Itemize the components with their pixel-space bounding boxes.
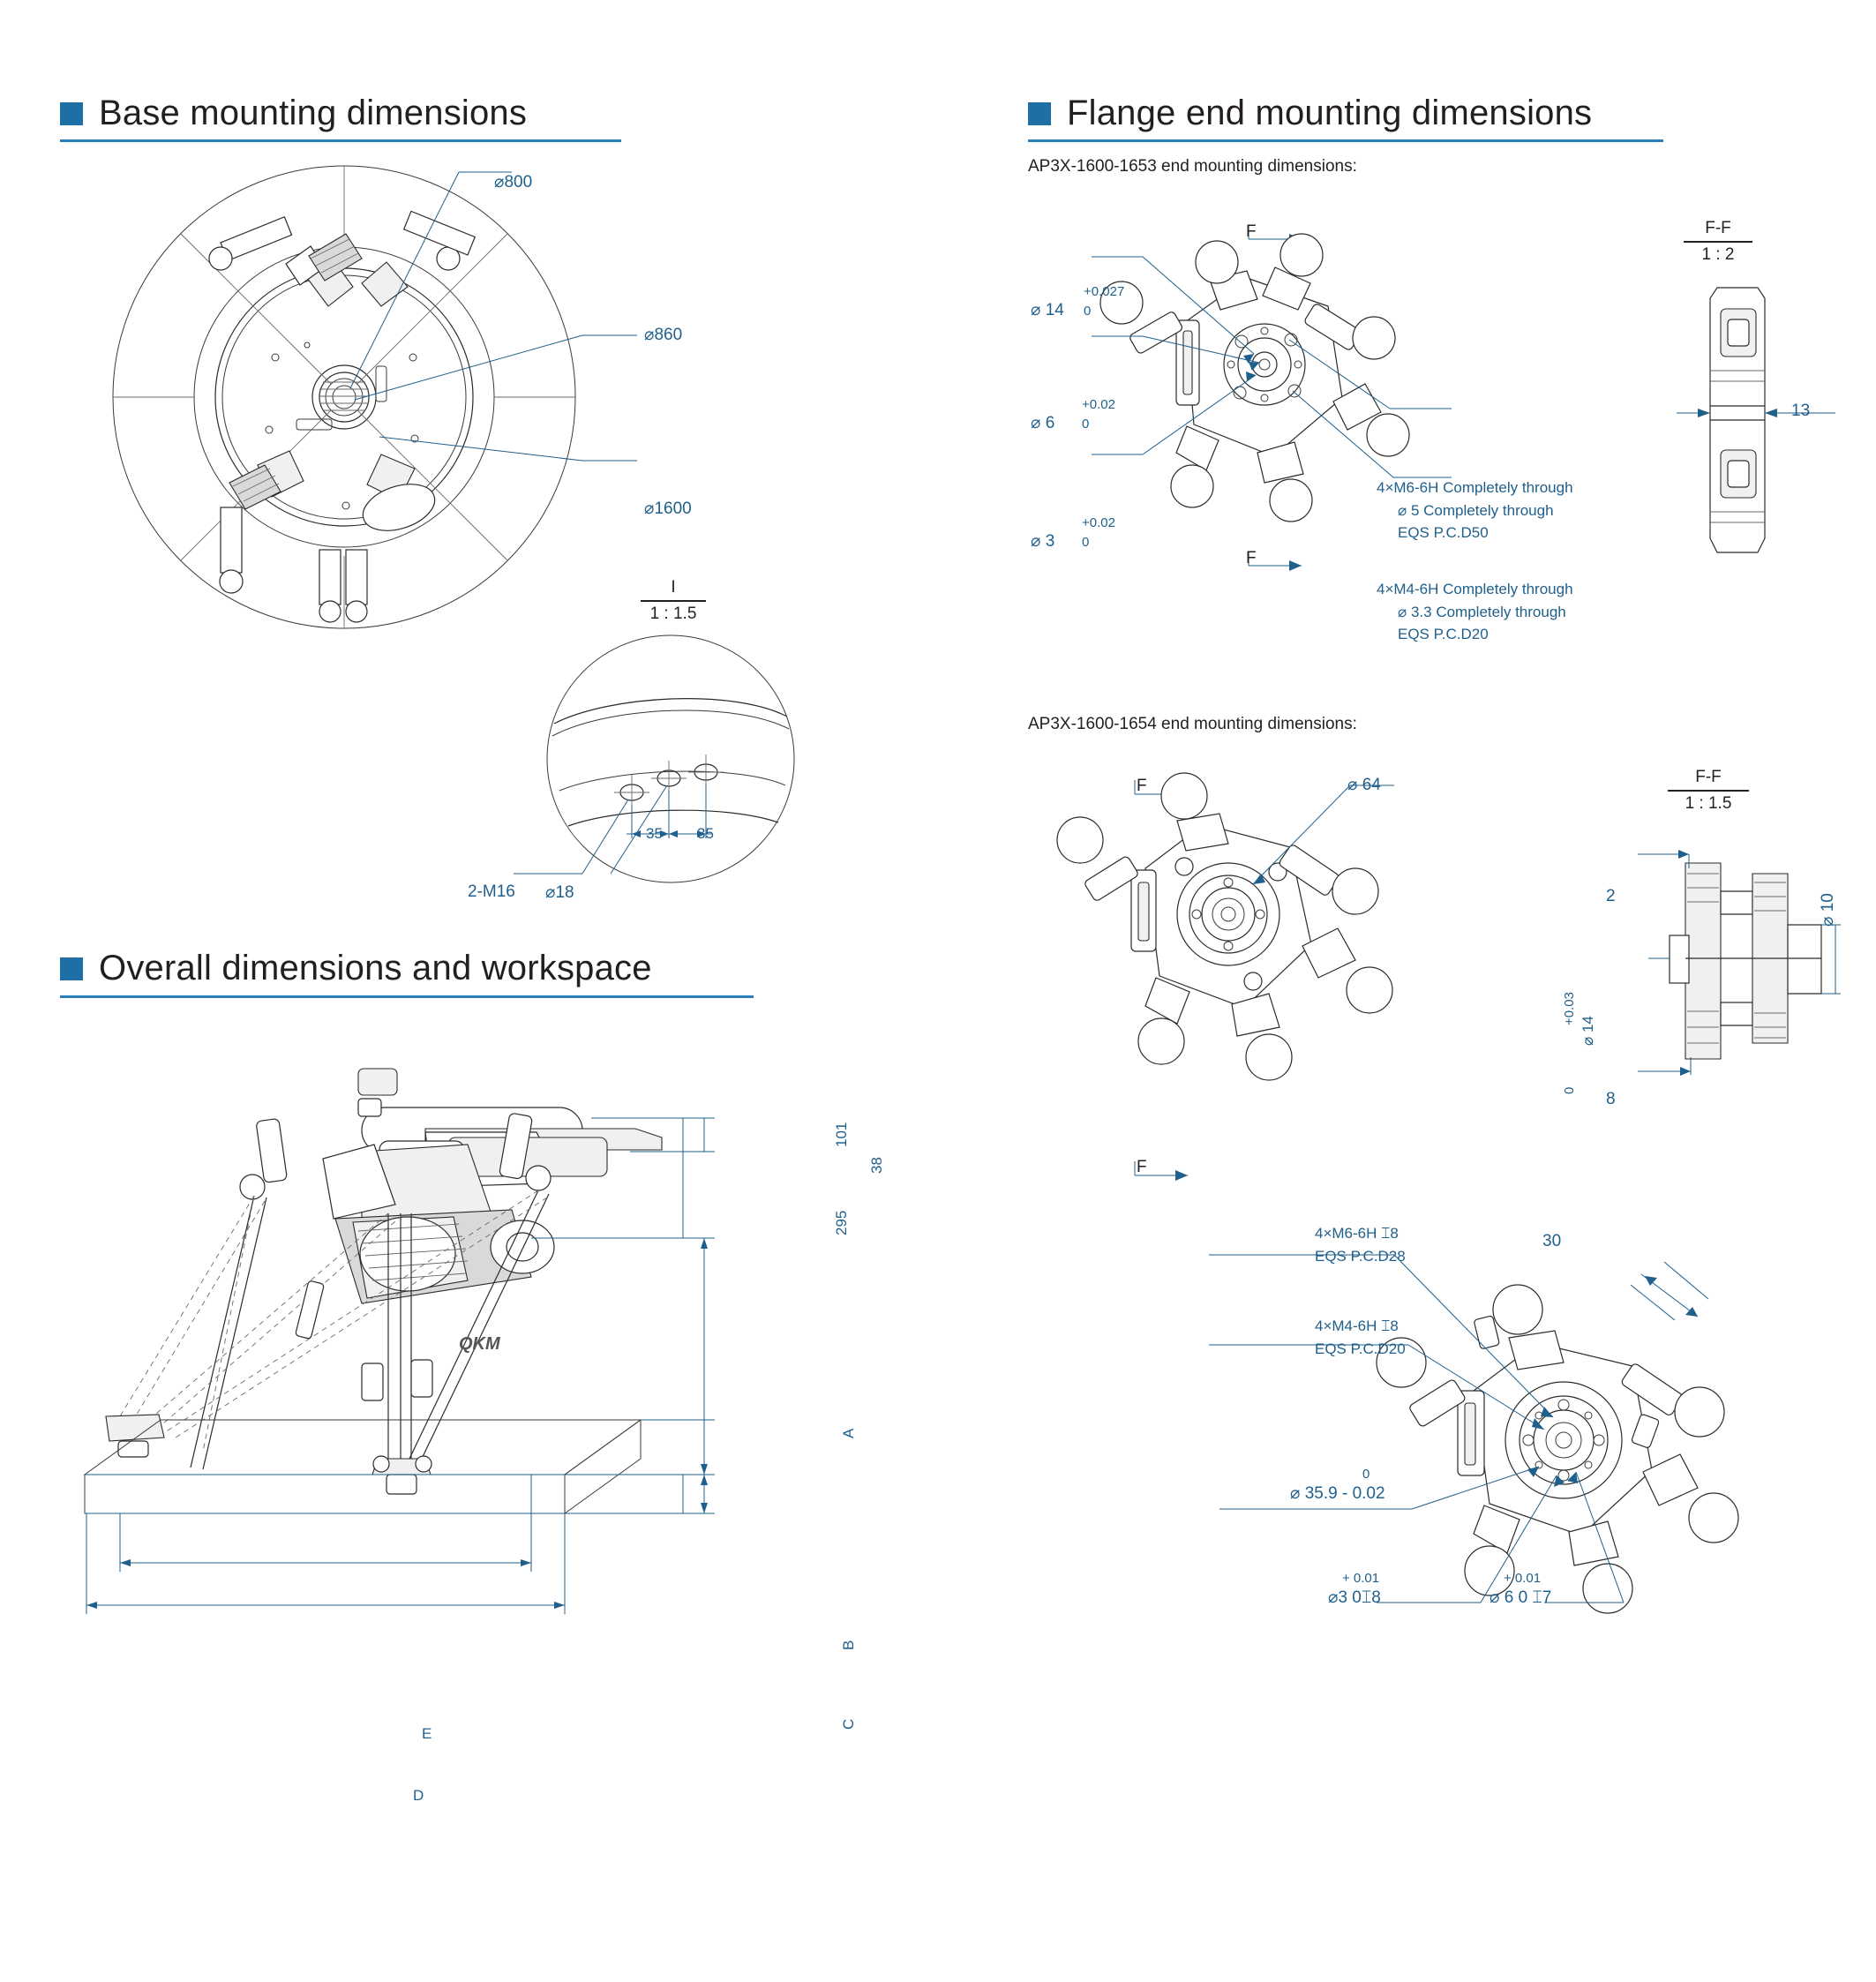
- base-detail-circle: [529, 618, 821, 909]
- section-heading-flange: [1028, 94, 1592, 133]
- heading-rule-base: [60, 139, 621, 142]
- dim-E: E: [422, 1725, 432, 1742]
- dim-detail-35-left: 35: [646, 825, 663, 842]
- section-title-overall: Overall dimensions and workspace: [99, 949, 652, 987]
- overall-view-drawing: [97, 1046, 891, 1840]
- tolerance-d3-symbol: ⌀ 3: [1031, 532, 1055, 551]
- dim-13-thickness: 13: [1791, 402, 1811, 420]
- tolerance-d3-upper: +0.02: [1082, 515, 1115, 530]
- dim-38: 38: [868, 1157, 885, 1174]
- dim-d359: ⌀ 35.9 - 0.02: [1290, 1483, 1385, 1503]
- dim-d14-lower-left: 0: [1562, 1086, 1577, 1094]
- note-block-m6: [1377, 477, 1573, 544]
- note-m6-line3: EQS P.C.D50: [1398, 524, 1489, 541]
- bullet-square-icon: [1028, 102, 1051, 125]
- flange-1653-section-view: [1659, 274, 1871, 591]
- section-FF-scale-1653: 1 : 2: [1701, 244, 1735, 264]
- dim-2-top: 2: [1606, 887, 1616, 905]
- bullet-square-icon: [60, 102, 83, 125]
- note-m6-line2: ⌀ 5 Completely through: [1398, 501, 1554, 519]
- note-m4-line1: 4×M4-6H Completely through: [1377, 581, 1573, 597]
- tolerance-d14-symbol: ⌀ 14: [1031, 301, 1064, 319]
- detail-callout-I: [641, 578, 706, 624]
- tolerance-d14-upper: +0.027: [1084, 284, 1125, 299]
- note-m6-1654-line2: EQS P.C.D28: [1315, 1247, 1406, 1265]
- section-FF-label-1653: F-F: [1705, 219, 1731, 237]
- section-title-flange: Flange end mounting dimensions: [1067, 94, 1593, 132]
- note-m4-1654-line1: 4×M4-6H ⌶8: [1315, 1318, 1399, 1334]
- dim-d6: ⌀ 6 0 ⌶7: [1490, 1588, 1552, 1607]
- note-m4-line3: EQS P.C.D20: [1398, 626, 1489, 642]
- note-block-m4: [1377, 578, 1573, 646]
- section-mark-F-bottom-1654: F: [1137, 1158, 1147, 1176]
- tolerance-d6-lower: 0: [1082, 417, 1090, 432]
- detail-callout-scale: 1 : 1.5: [649, 604, 697, 623]
- dim-d6-block: [1490, 1571, 1551, 1609]
- tolerance-d6-symbol: ⌀ 6: [1031, 414, 1055, 432]
- flange-1654-section-view: [1580, 838, 1862, 1103]
- section-FF-label-1654: F-F: [1695, 768, 1722, 786]
- dim-d14-upper-left: +0.03: [1562, 992, 1577, 1025]
- dim-A: A: [840, 1428, 857, 1438]
- tolerance-d14-lower: 0: [1084, 304, 1092, 319]
- dim-d3-block: [1328, 1571, 1381, 1609]
- note-2-M16-dia: ⌀18: [545, 883, 574, 902]
- dim-d3-upper: + 0.01: [1342, 1571, 1380, 1586]
- section-mark-F-top-1653: F: [1246, 222, 1257, 241]
- dim-d860: ⌀860: [644, 326, 683, 344]
- heading-rule-flange: [1028, 139, 1663, 142]
- dim-detail-35-right: 35: [697, 825, 714, 842]
- note-block-m4-1654: [1315, 1315, 1406, 1360]
- flange-1654-front-view: [1032, 759, 1491, 1182]
- detail-callout-label: I: [671, 578, 676, 597]
- tolerance-d14: [1031, 284, 1125, 321]
- note-m4-line2: ⌀ 3.3 Completely through: [1398, 603, 1566, 620]
- dim-d359-upper: 0: [1362, 1467, 1370, 1482]
- tolerance-d6: [1031, 397, 1115, 434]
- section-mark-F-bottom-1653: F: [1246, 549, 1257, 567]
- note-m6-1654-line1: 4×M6-6H ⌶8: [1315, 1225, 1399, 1242]
- section-label-FF-1653: [1684, 219, 1752, 265]
- dim-d14-symbol-left: ⌀ 14: [1580, 1016, 1596, 1046]
- dim-d1600: ⌀1600: [644, 499, 692, 518]
- caption-1653: AP3X-1600-1653 end mounting dimensions:: [1028, 157, 1357, 176]
- dim-d6-upper: + 0.01: [1504, 1571, 1542, 1586]
- tolerance-d6-upper: +0.02: [1082, 397, 1115, 412]
- section-label-FF-1654: [1668, 768, 1749, 814]
- dim-C: C: [840, 1718, 857, 1730]
- tolerance-d3-lower: 0: [1082, 535, 1090, 550]
- dim-B: B: [840, 1640, 857, 1650]
- section-FF-scale-1654: 1 : 1.5: [1685, 793, 1732, 813]
- heading-rule-overall: [60, 995, 754, 998]
- dim-D: D: [413, 1787, 424, 1804]
- bullet-square-icon: [60, 957, 83, 980]
- robot-logo: QKM: [459, 1334, 500, 1354]
- note-block-m6-1654: [1315, 1222, 1406, 1267]
- dim-d10-right: ⌀ 10: [1819, 893, 1837, 927]
- section-mark-F-top-1654: F: [1137, 777, 1147, 795]
- dim-295: 295: [833, 1210, 850, 1235]
- section-title-base: Base mounting dimensions: [99, 94, 528, 132]
- dim-d359-block: [1290, 1467, 1385, 1505]
- dim-30: 30: [1542, 1232, 1562, 1250]
- dim-d800: ⌀800: [494, 173, 533, 191]
- section-heading-base: [60, 94, 527, 133]
- dim-101: 101: [833, 1122, 850, 1147]
- dim-8-bottom: 8: [1606, 1090, 1616, 1108]
- tolerance-d3: [1031, 515, 1115, 552]
- base-top-view-drawing: [88, 154, 759, 649]
- note-2-M16: 2-M16: [468, 882, 515, 901]
- section-heading-overall: [60, 949, 652, 988]
- note-m4-1654-line2: EQS P.C.D20: [1315, 1340, 1406, 1357]
- caption-1654: AP3X-1600-1654 end mounting dimensions:: [1028, 715, 1357, 733]
- dim-d3: ⌀3 0⌶8: [1328, 1588, 1381, 1607]
- dim-d64: ⌀ 64: [1347, 776, 1381, 794]
- note-m6-line1: 4×M6-6H Completely through: [1377, 479, 1573, 496]
